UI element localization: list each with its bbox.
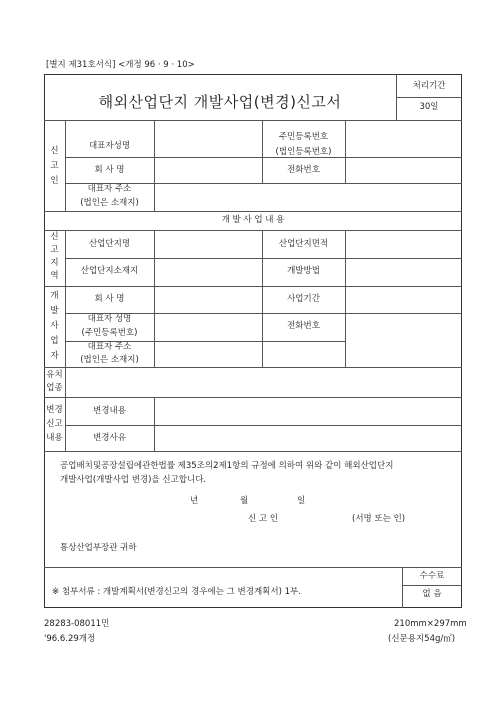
region-side-label: 신 고 지 역 — [50, 232, 59, 281]
reg-no-label: 주민등록번호 — [278, 132, 329, 142]
complex-name-label: 산업단지명 — [88, 239, 131, 249]
statement-line-2: 개발사업(개발사업 변경)을 신고합니다. — [60, 475, 207, 485]
industry-label: 유치 업종 — [46, 370, 63, 393]
dev-company-label: 회 사 명 — [94, 294, 125, 304]
dev-address-sub-label: (법인은 소재지) — [80, 355, 139, 365]
corp-reg-no-label: (법인등록번호) — [275, 147, 332, 157]
form-number: [별지 제31호서식] <개정 96 · 9 · 10> — [46, 60, 195, 70]
attachment-note: ※ 첨부서류 : 개발계획서(변경신고의 경우에는 그 변경계획서) 1부. — [52, 587, 301, 597]
business-period-label: 사업기간 — [287, 294, 320, 304]
processing-period-label: 처리기간 — [412, 81, 446, 91]
signature-label: (서명 또는 인) — [352, 514, 406, 524]
fee-value: 없 음 — [422, 589, 442, 599]
dev-rep-name-label: 대표자 성명 — [87, 314, 132, 324]
address-label: 대표자 주소 — [87, 184, 132, 194]
form-code: 28283-08011민 — [44, 619, 110, 629]
processing-period-value: 30일 — [419, 102, 439, 112]
complex-location-label: 산업단지소재지 — [80, 266, 139, 276]
form-title: 해외산업단지 개발사업(변경)신고서 — [98, 93, 342, 111]
change-side-label: 변경 신고 내용 — [46, 405, 63, 443]
paper-size: 210mm×297mm — [394, 619, 467, 629]
dev-phone-label: 전화번호 — [287, 321, 320, 331]
company-name-label: 회 사 명 — [94, 165, 125, 175]
phone-label: 전화번호 — [287, 165, 320, 175]
content-section-header: 개 발 사 업 내 용 — [221, 215, 285, 225]
developer-side-label: 개 발 사 업 자 — [50, 291, 59, 361]
dev-method-label: 개발방법 — [287, 266, 320, 276]
address-sub-label: (법인은 소재지) — [80, 198, 139, 208]
reporter-label: 신 고 인 — [248, 514, 279, 524]
date-day: 일 — [297, 496, 306, 506]
applicant-side-label: 신 고 인 — [50, 146, 59, 186]
change-reason-label: 변경사유 — [93, 433, 126, 443]
recipient-label: 통상산업부장관 귀하 — [60, 543, 137, 553]
rep-name-label: 대표자성명 — [88, 141, 131, 151]
paper-type: (신문용지54g/㎡) — [388, 634, 456, 644]
complex-area-label: 산업단지면적 — [278, 239, 329, 249]
date-month: 월 — [240, 496, 249, 506]
dev-address-label: 대표자 주소 — [87, 342, 132, 352]
fee-label: 수수료 — [419, 571, 445, 581]
dev-resident-no-label: (주민등록번호) — [81, 328, 138, 338]
statement-line-1: 공업배치및공장설립에관한법률 제35조의2제1항의 규정에 의하여 위와 같이 해외산업단지 — [60, 461, 394, 471]
change-content-label: 변경내용 — [93, 406, 126, 416]
date-year: 년 — [190, 496, 199, 506]
revision-date: '96.6.29개정 — [44, 634, 96, 644]
